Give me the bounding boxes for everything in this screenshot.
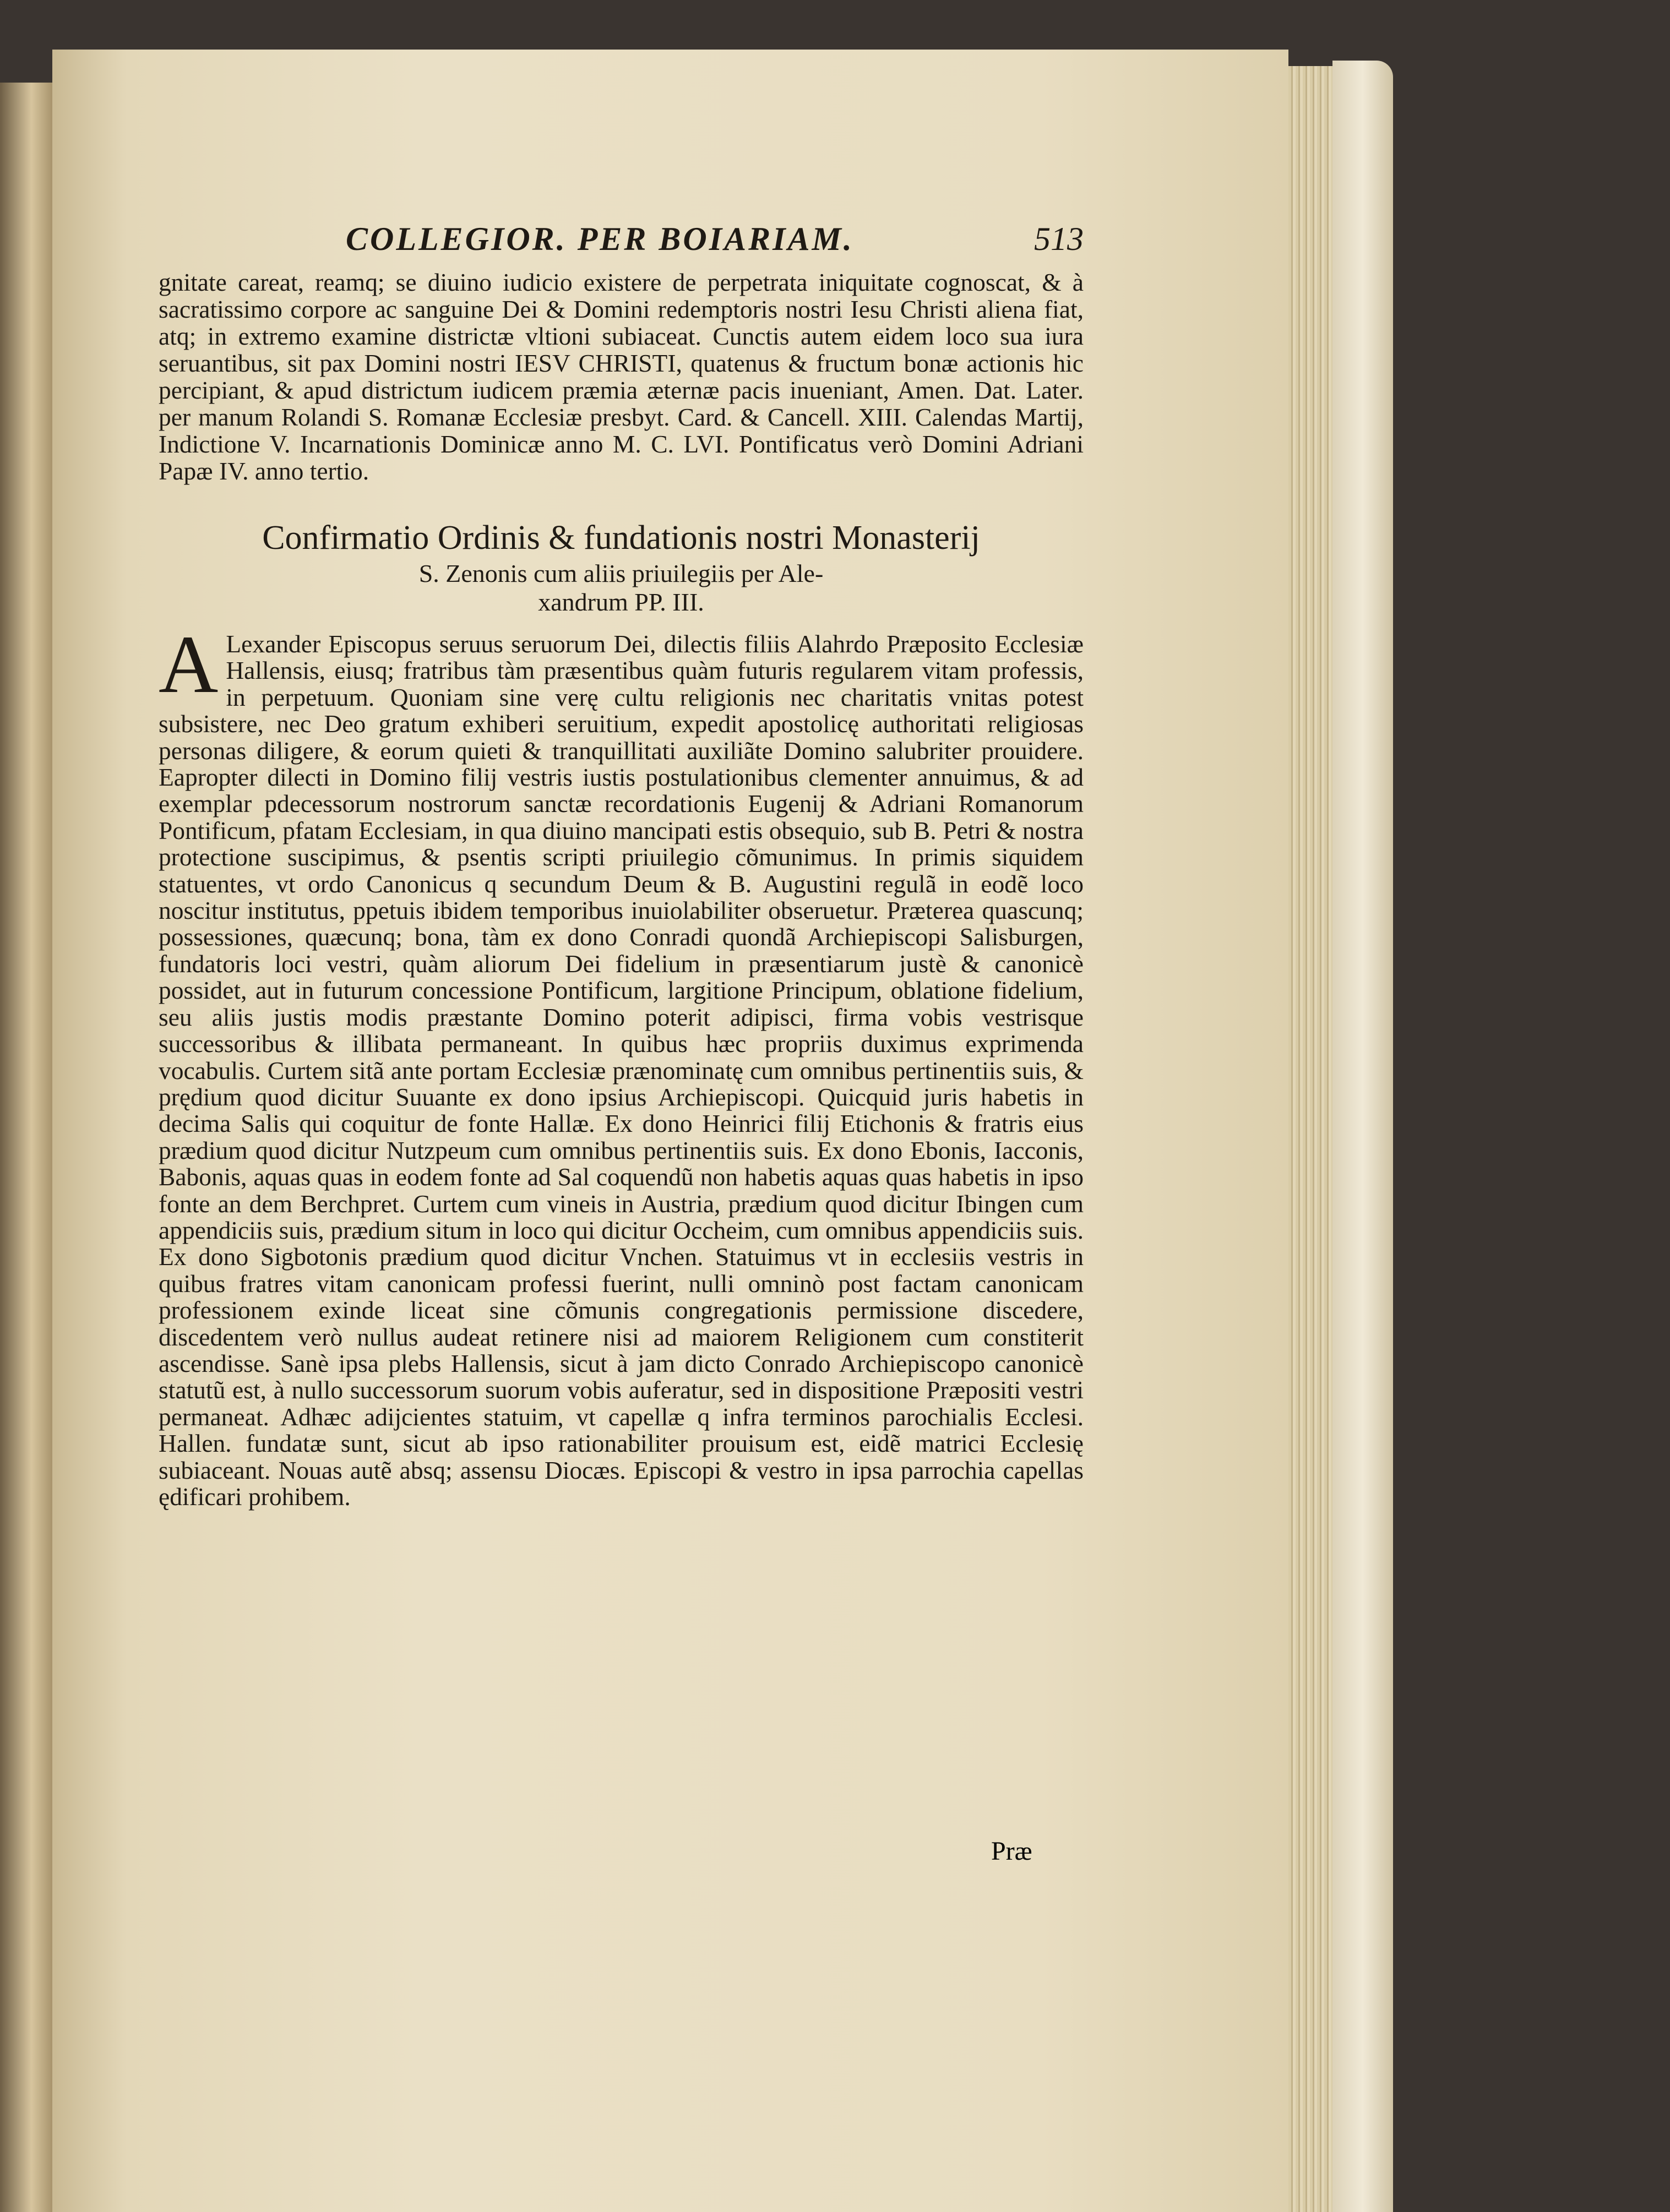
vellum-cover — [1332, 61, 1393, 2212]
running-head — [159, 220, 1084, 264]
heading-line-1: Confirmatio Ordinis & fundationis nostri Monasterij — [262, 519, 980, 557]
page-edges — [1288, 66, 1332, 2212]
drop-cap: A — [159, 619, 219, 710]
catchword: Præ — [991, 1837, 1032, 1866]
running-head-title: COLLEGIOR. PER BOIARIAM. — [346, 221, 854, 257]
body-text-content: Lexander Episcopus seruus seruorum Dei, dilectis filiis Alahrdo Præposito Ecclesiæ Hallensis, eiusq; fratribus tàm præsentibus quàm futuris regularem vitam professis, in perpetuum. Quoniam sine verę cultu religionis nec charitatis vnitas potest subsistere, nec Deo gratum exhiberi seruitium, expedit apostolicę authoritati religiosas personas diligere, & eorum quieti & tranquillitati auxiliãte Domino salubriter prouidere. Eapropter dilecti in Domino filij vestris iustis postulationibus clementer annuimus, & ad exemplar pdecessorum nostrorum sanctæ recordationis Eugenij & Adriani Romanorum Pontificum, pfatam Ecclesiam, in qua diuino mancipati estis obsequio, sub B. Petri & nostra protectione suscipimus, & psentis scripti priuilegio cõmunimus. In primis siquidem statuentes, vt ordo Canonicus q secundum Deum & B. Augustini regulã in eodẽ loco noscitur institutus, ppetuis ibidem temporibus inuiolabiliter obseruetur. Præterea quascunq; possessiones, quæcunq; bona, tàm ex dono Conradi quondã Archiepiscopi Salisburgen, fundatoris loci vestri, quàm aliorum Dei fidelium in præsentiarum justè & canonicè possidet, aut in futurum concessione Pontificum, largitione Principum, oblatione fidelium, seu aliis justis modis præstante Domino poterit adipisci, firma vobis vestrisque successoribus & illibata permaneant. In quibus hæc propriis duximus exprimenda vocabulis. Curtem sitã ante portam Ecclesiæ prænominatę cum omnibus pertinentiis suis, & prędium quod dicitur Suuante ex dono ipsius Archiepiscopi. Quicquid juris habetis in decima Salis qui coquitur de fonte Hallæ. Ex dono Heinrici filij Etichonis & fratris eius prædium quod dicitur Nutzpeum cum omnibus pertinentiis suis. Ex dono Ebonis, Iacconis, Babonis, aquas quas in eodem fonte ad Sal coquendũ non habetis aquas quas habetis in ipso fonte an dem Berchpret. Curtem cum vineis in Austria, prædium quod dicitur Ibingen cum appendiciis suis, prædium situm in loco qui dicitur Occheim, cum omnibus appendiciis suis. Ex dono Sigbotonis prædium quod dicitur Vnchen. Statuimus vt in ecclesiis vestris in quibus fratres vitam canonicam professi fuerint, nulli omninò post factam canonicam professionem exinde liceat sine cõmunis congregationis permissione discedere, discedentem verò nullus audeat retinere nisi ad maiorem Religionem cum constiterit ascendisse. Sanè ipsa plebs Hallensis, sicut à jam dicto Conrado Archiepiscopo canonicè statutũ est, à nullo successorum suorum vobis auferatur, sed in dispositione Præpositi vestri permaneat. Adhæc adijcientes statuim, vt capellæ q infra terminos parochialis Ecclesi. Hallen. fundatæ sunt, sicut ab ipso rationabiliter prouisum est, eidẽ matrici Ecclesię subiaceant. Nouas autẽ absq; assensu Diocæs. Episcopi & vestro in ipsa parrochia capellas ędificari prohibem. — [159, 630, 1084, 1511]
page-number: 513 — [1034, 221, 1084, 257]
text-block — [159, 220, 1084, 1510]
paragraph-continued: gnitate careat, reamq; se diuino iudicio existere de perpetrata iniquitate cognoscat, & à sacratissimo corpore ac sanguine Dei & Domini redemptoris nostri Iesu Christi aliena fiat, atq; in extremo examine districtæ vltioni subiaceat. Cunctis autem eidem loco sua iura seruantibus, sit pax Domini nostri IESV CHRISTI, quatenus & fructum bonæ actionis hic percipiant, & apud districtum iudicem præmia æternæ pacis inueniant, Amen. Dat. Later. per manum Rolandi S. Romanæ Ecclesiæ presbyt. Card. & Cancell. XIII. Calendas Martij, Indictione V. Incarnationis Dominicæ anno M. C. LVI. Pontificatus verò Domini Adriani Papæ IV. anno tertio. — [159, 268, 1084, 485]
body-text — [159, 619, 1084, 1511]
left-page-edge — [0, 83, 52, 2212]
heading-line-2: S. Zenonis cum aliis priuilegiis per Ale- — [418, 559, 824, 587]
section-heading — [159, 516, 1084, 617]
heading-line-3: xandrum PP. III. — [538, 588, 704, 616]
